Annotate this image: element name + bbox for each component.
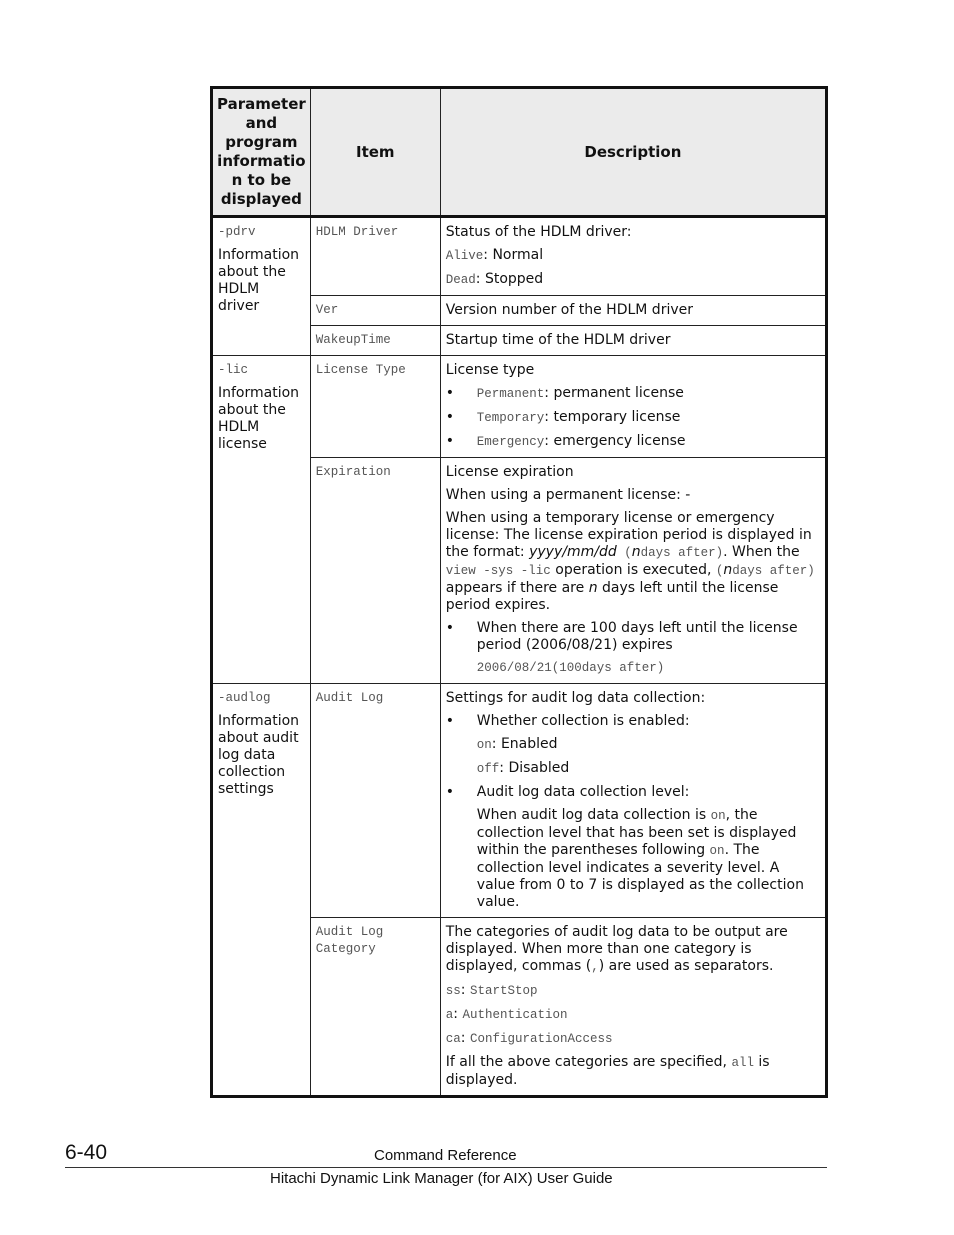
code-text: Emergency [476, 435, 545, 449]
item-cell: Audit Log [310, 684, 440, 918]
format-text: n [723, 562, 733, 578]
desc-text: ) are used as separators. [598, 958, 774, 974]
table-row [212, 684, 827, 918]
page-number: 6-40 [65, 1141, 108, 1164]
desc-text: : [460, 1030, 466, 1046]
format-text: yyyy/mm/dd [529, 544, 617, 560]
bullet-item: • Audit log data collection level: [445, 784, 690, 800]
desc-text: operation is executed, [550, 562, 716, 578]
desc-line [446, 1030, 820, 1048]
code-text: ss [445, 984, 461, 998]
desc-cell [440, 458, 826, 684]
param-cell-pdrv [212, 217, 311, 356]
code-text: days after) [732, 564, 815, 578]
code-text: , [591, 960, 599, 974]
footer-guide-title: Hitachi Dynamic Link Manager (for AIX) User Guide [270, 1170, 613, 1187]
desc-text: : Normal [483, 247, 544, 263]
desc-text: License type [445, 362, 535, 378]
footer-divider [65, 1167, 827, 1168]
desc-cell: Startup time of the HDLM driver [440, 326, 826, 356]
desc-text: is displayed. [445, 1054, 770, 1088]
code-text: StartStop [469, 984, 538, 998]
item-cell: License Type [310, 356, 440, 458]
desc-line [446, 736, 820, 754]
desc-line [446, 1006, 820, 1024]
desc-text: : Enabled [491, 736, 558, 752]
desc-line [446, 247, 820, 265]
code-text: a [445, 1008, 454, 1022]
desc-text: appears if there are [445, 580, 589, 596]
desc-text: : permanent license [544, 385, 684, 401]
code-text: view -sys -lic [445, 564, 551, 578]
bullet-item: • Whether collection is enabled: [445, 713, 690, 729]
item-cell: Expiration [310, 458, 440, 684]
item-cell: WakeupTime [310, 326, 440, 356]
desc-cell [440, 918, 826, 1097]
format-text: n [631, 544, 641, 560]
code-text: Permanent [476, 387, 545, 401]
param-info: Information about the HDLM license [218, 385, 300, 452]
item-cell: Audit Log Category [310, 918, 440, 1097]
desc-line [446, 760, 820, 778]
bullet-item: • When there are 100 days left until the license period (2006/08/21) expires [446, 620, 820, 654]
code-text: Alive [445, 249, 484, 263]
code-text: Dead [445, 273, 476, 287]
desc-line [446, 982, 820, 1000]
param-name: -audlog [218, 691, 271, 705]
desc-text: Status of the HDLM driver: [445, 224, 632, 240]
header-description: Description [440, 88, 826, 217]
code-example: 2006/08/21(100days after) [476, 661, 665, 675]
footer-section-title: Command Reference [374, 1147, 517, 1164]
desc-text: The categories of audit log data to be output are displayed. When more than one category is displayed, commas ( [445, 924, 788, 974]
bullet-item: • Permanent: permanent license [445, 385, 684, 401]
desc-paragraph [446, 807, 820, 911]
header-item: Item [310, 88, 440, 217]
param-name: -lic [218, 363, 249, 377]
desc-text: When there are 100 days left until the license period (2006/08/21) expires [476, 620, 798, 653]
code-text: Authentication [462, 1008, 568, 1022]
desc-cell [440, 684, 826, 918]
desc-text: . The collection level indicates a severity level. A value from 0 to 7 is displayed as the collection value. [476, 842, 804, 910]
desc-text: : [453, 1006, 459, 1022]
desc-text: When audit log data collection is [476, 807, 711, 823]
code-text: all [731, 1056, 754, 1070]
param-cell-audlog [212, 684, 311, 1097]
format-text: n [588, 580, 598, 596]
code-text: on [476, 738, 492, 752]
desc-text: : [460, 982, 466, 998]
parameter-table [210, 86, 828, 1098]
param-info: Information about audit log data collection settings [218, 713, 300, 797]
desc-cell [440, 356, 826, 458]
desc-cell: Version number of the HDLM driver [440, 296, 826, 326]
bullet-item: • Emergency: emergency license [445, 433, 686, 449]
code-text: ca [445, 1032, 461, 1046]
desc-text: : temporary license [544, 409, 681, 425]
desc-paragraph [446, 1054, 820, 1089]
item-cell: HDLM Driver [310, 217, 440, 296]
desc-text: : Disabled [499, 760, 570, 776]
desc-text: When using a temporary license or emergency license: The license expiration period is displayed in the format: [445, 510, 812, 560]
bullet-item: • Temporary: temporary license [445, 409, 681, 425]
item-cell: Ver [310, 296, 440, 326]
desc-text: Whether collection is enabled: [476, 713, 690, 729]
desc-text: License expiration [445, 464, 574, 480]
desc-text: . When the [723, 544, 800, 560]
desc-text: : emergency license [544, 433, 686, 449]
desc-text: Settings for audit log data collection: [445, 690, 706, 706]
code-text: Temporary [476, 411, 545, 425]
header-parameter: Parameter and program informatio n to be displayed [212, 88, 311, 217]
table-row [212, 217, 827, 296]
desc-text: If all the above categories are specified, [445, 1054, 732, 1070]
desc-paragraph [446, 510, 820, 614]
desc-text: Audit log data collection level: [476, 784, 690, 800]
code-text: ( [715, 564, 724, 578]
code-text: days after) [640, 546, 724, 560]
desc-text: When using a permanent license: - [445, 487, 691, 503]
code-text: on [709, 844, 725, 858]
param-info: Information about the HDLM driver [218, 247, 300, 314]
desc-line [446, 271, 820, 289]
desc-text: : Stopped [475, 271, 544, 287]
table-row [212, 356, 827, 458]
code-text: ConfigurationAccess [469, 1032, 613, 1046]
param-cell-lic [212, 356, 311, 684]
param-name: -pdrv [218, 225, 256, 239]
code-text: off [476, 762, 500, 776]
table-header-row [212, 88, 827, 217]
desc-text: , the collection level that has been set is displayed within the parentheses following [476, 807, 797, 858]
desc-text: days left until the license period expires. [445, 580, 779, 613]
code-text: ( [616, 546, 632, 560]
code-text: on [710, 809, 726, 823]
desc-cell [440, 217, 826, 296]
desc-paragraph [446, 924, 820, 976]
